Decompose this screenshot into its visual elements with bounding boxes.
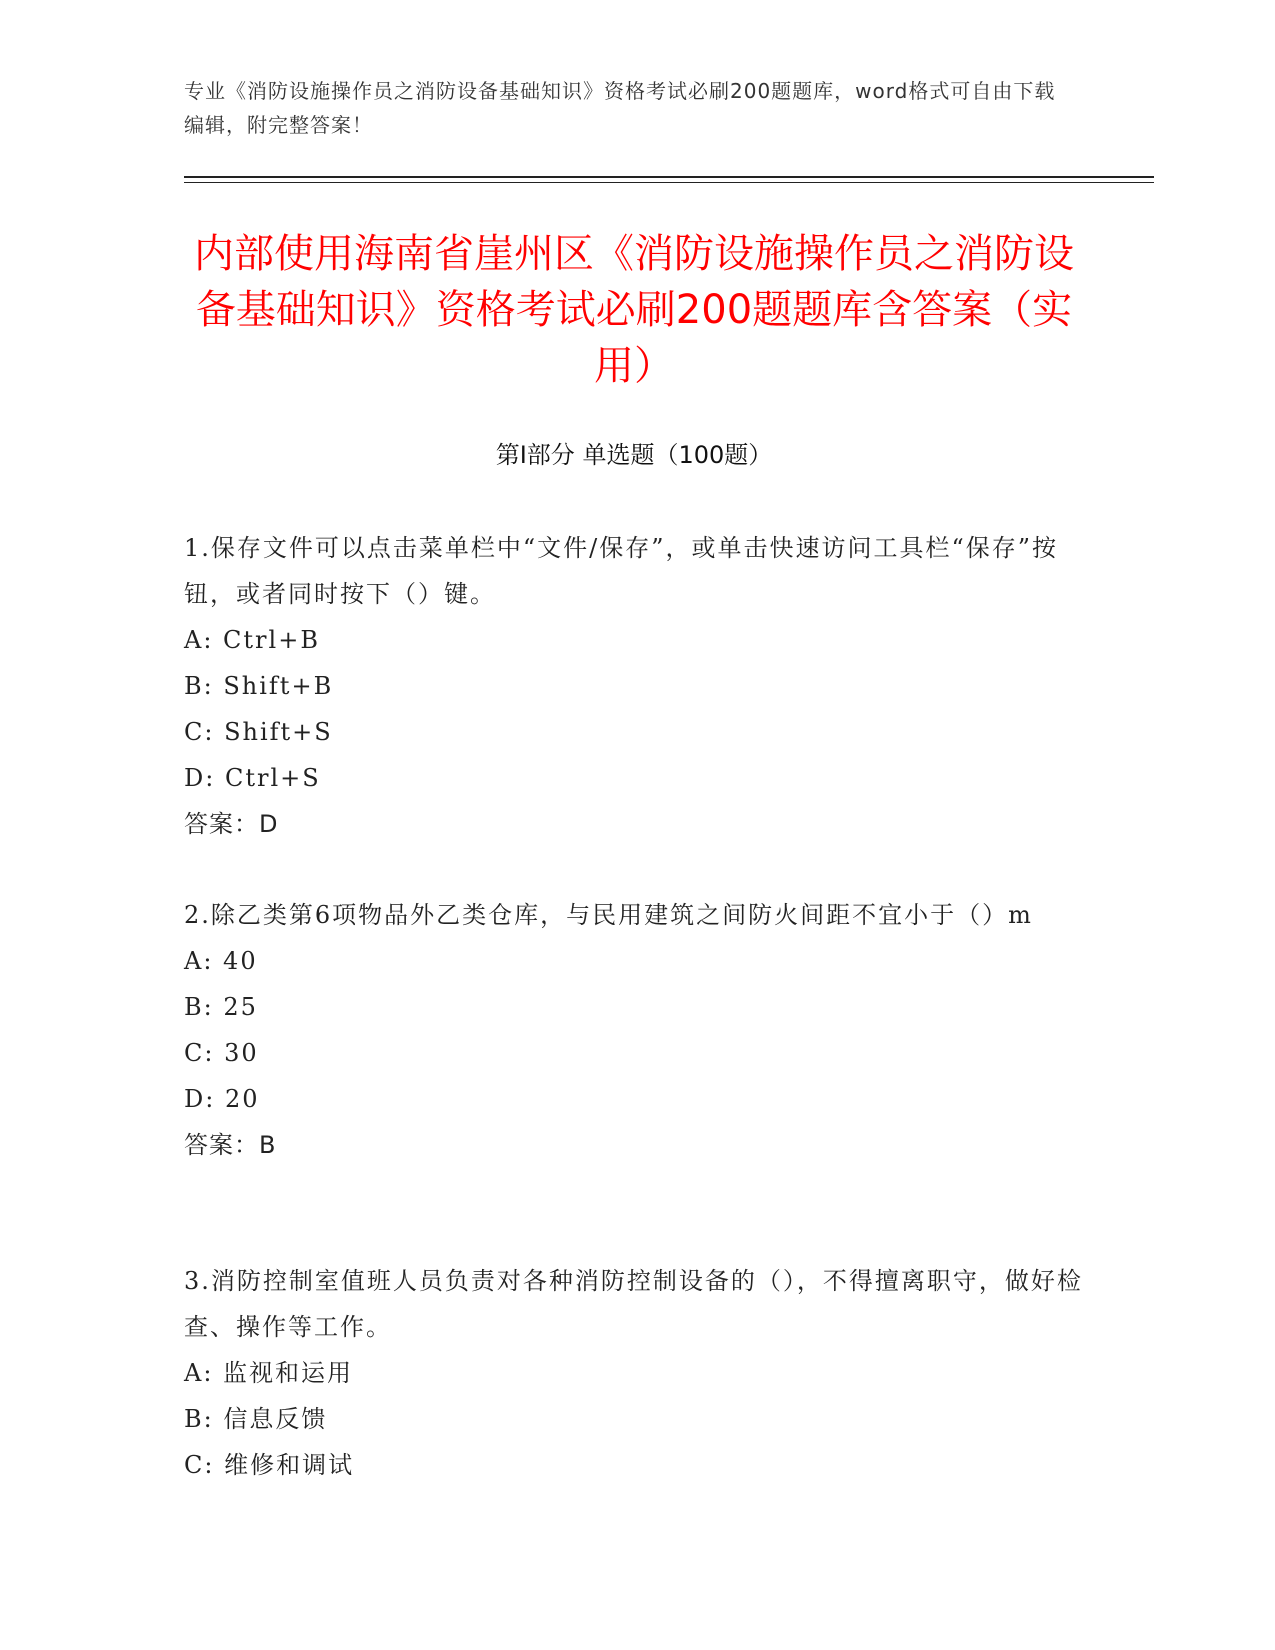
option-d: D: 20 (184, 1085, 260, 1113)
header-note: 专业《消防设施操作员之消防设备基础知识》资格考试必刷200题题库，word格式可自由下载编辑，附完整答案！ (184, 79, 1056, 137)
answer: 答案：B (184, 1131, 277, 1159)
header-divider-bottom (184, 182, 1154, 183)
option-a: A: Ctrl+B (184, 626, 320, 654)
option-a: A: 监视和运用 (184, 1359, 354, 1387)
question-3 (184, 1258, 1084, 1488)
option-c: C: Shift+S (184, 718, 333, 746)
option-b: B: 信息反馈 (184, 1405, 328, 1433)
option-d: D: Ctrl+S (184, 764, 321, 792)
option-b: B: Shift+B (184, 672, 334, 700)
question-stem: 1.保存文件可以点击菜单栏中“文件/保存”，或单击快速访问工具栏“保存”按钮，或者同时按下（）键。 (184, 534, 1059, 608)
question-2 (184, 892, 1084, 1168)
section-title: 第I部分 单选题（100题） (495, 441, 773, 469)
answer: 答案：D (184, 810, 279, 838)
option-c: C: 维修和调试 (184, 1451, 355, 1479)
option-a: A: 40 (184, 947, 258, 975)
header-divider-top (184, 176, 1154, 178)
question-1 (184, 525, 1084, 847)
document-title: 内部使用海南省崖州区《消防设施操作员之消防设备基础知识》资格考试必刷200题题库含答案（实用） (194, 231, 1074, 389)
option-c: C: 30 (184, 1039, 259, 1067)
option-b: B: 25 (184, 993, 258, 1021)
question-stem: 3.消防控制室值班人员负责对各种消防控制设备的（），不得擅离职守，做好检查、操作等工作。 (184, 1267, 1083, 1341)
question-stem: 2.除乙类第6项物品外乙类仓库，与民用建筑之间防火间距不宜小于（）m (184, 901, 1033, 929)
